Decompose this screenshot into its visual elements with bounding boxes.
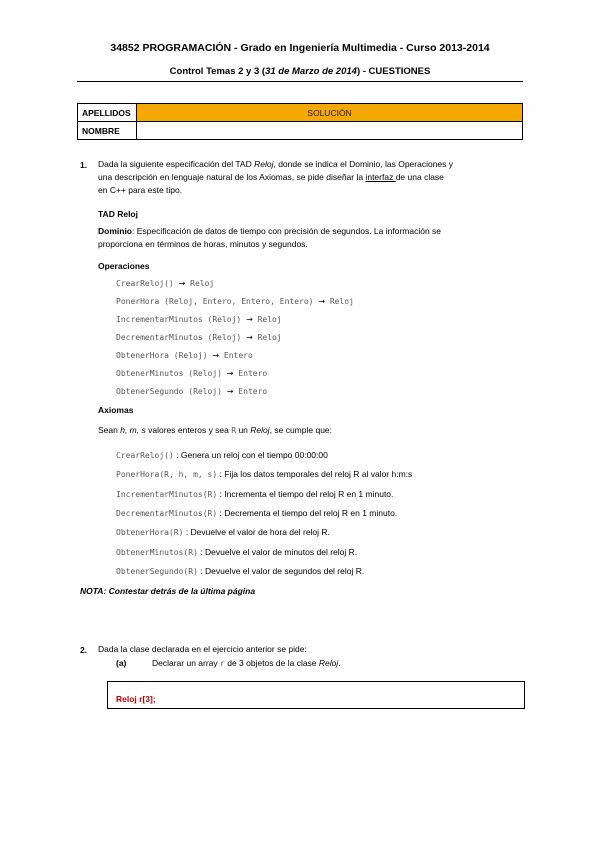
- operation-row: [116, 315, 282, 324]
- operation-signature: CrearReloj(): [116, 279, 174, 288]
- arrow-right-icon: →: [246, 333, 253, 342]
- apellidos-field[interactable]: SOLUCIÓN: [137, 104, 523, 122]
- operation-return-type: Reloj: [257, 333, 282, 342]
- apellidos-label: APELLIDOS: [78, 104, 137, 122]
- axiom-code: IncrementarMinutos(R): [116, 489, 218, 499]
- operation-row: [116, 279, 214, 288]
- q2-part-text-c: .: [338, 658, 341, 668]
- dominio-text-1: : Especificación de datos de tiempo con precisión de segundos. La información se: [132, 226, 442, 236]
- axiom-description: : Genera un reloj con el tiempo 00:00:00: [176, 450, 328, 460]
- question-2-number: 2.: [80, 645, 88, 655]
- question-2-text: Dada la clase declarada en el ejercicio anterior se pide:: [98, 644, 307, 654]
- axiom-row: [116, 547, 357, 557]
- tad-title: TAD Reloj: [98, 209, 138, 219]
- document-title: 34852 PROGRAMACIÓN - Grado en Ingeniería Multimedia - Curso 2013-2014: [110, 42, 490, 54]
- axiom-code: ObtenerHora(R): [116, 528, 184, 538]
- axiom-description: : Decrementa el tiempo del reloj R en 1 minuto.: [219, 507, 398, 518]
- nombre-label: NOMBRE: [78, 122, 137, 140]
- header-rule: [77, 81, 523, 82]
- operation-row: [116, 351, 253, 360]
- operation-row: [116, 387, 267, 396]
- operation-row: [116, 297, 354, 306]
- axiom-description: : Devuelve el valor de minutos del reloj R.: [200, 546, 358, 557]
- axiom-row: [116, 508, 397, 518]
- q1-line2-end: de una clase: [395, 172, 444, 182]
- q1-text-b: , donde se indica el Dominio, las Operaciones y: [273, 159, 454, 169]
- document-subtitle: [0, 66, 600, 77]
- q2-part-text-b: de 3 objetos de la clase: [224, 658, 319, 668]
- axiom-code: CrearReloj(): [116, 451, 174, 460]
- operation-signature: IncrementarMinutos (Reloj): [116, 315, 242, 324]
- axiom-code: ObtenerSegundo(R): [116, 566, 198, 576]
- axiom-description: : Incrementa el tiempo del reloj R en 1 minuto.: [219, 488, 394, 499]
- axiom-code: ObtenerMinutos(R): [116, 547, 198, 557]
- operaciones-title: Operaciones: [98, 261, 150, 271]
- axiom-description: : Devuelve el valor de segundos del reloj R.: [200, 565, 365, 576]
- axiomas-title: Axiomas: [98, 405, 134, 415]
- arrow-right-icon: →: [226, 387, 234, 396]
- question-1-text: [98, 158, 523, 197]
- dominio-text-2: proporciona en términos de horas, minutos y segundos.: [98, 239, 308, 249]
- arrow-right-icon: →: [178, 279, 186, 288]
- operation-signature: ObtenerSegundo (Reloj): [116, 387, 222, 396]
- question-1-number: 1.: [80, 160, 88, 170]
- operation-return-type: Reloj: [190, 279, 215, 288]
- subtitle-suffix: ) - CUESTIONES: [356, 66, 431, 77]
- operation-return-type: Reloj: [257, 315, 282, 324]
- axiom-row: [116, 450, 328, 460]
- arrow-right-icon: →: [212, 351, 220, 360]
- operation-return-type: Entero: [238, 387, 268, 396]
- operation-signature: ObtenerHora (Reloj): [116, 351, 208, 360]
- q1-line3: en C++ para este tipo.: [98, 185, 183, 195]
- arrow-right-icon: →: [318, 297, 326, 306]
- axiomas-intro-a: Sean: [98, 425, 121, 435]
- dominio-label: Dominio: [98, 226, 132, 236]
- axiom-row: [116, 527, 330, 537]
- axiom-code: PonerHora(R, h, m, s): [116, 470, 218, 480]
- operation-signature: ObtenerMinutos (Reloj): [116, 369, 222, 378]
- subtitle-date: 31 de Marzo de 2014: [265, 66, 357, 77]
- q1-reloj: Reloj: [254, 159, 274, 169]
- question-2-part-label: (a): [116, 658, 127, 668]
- operation-return-type: Entero: [223, 351, 253, 360]
- operation-row: [116, 333, 282, 342]
- answer-box[interactable]: [107, 681, 525, 709]
- axiomas-intro-r: R: [231, 426, 237, 435]
- axiomas-intro-b: valores enteros y sea: [145, 425, 232, 435]
- q1-text-a: Dada la siguiente especificación del TAD: [98, 159, 255, 169]
- subtitle-prefix: Control Temas 2 y 3 (: [169, 66, 266, 77]
- axiomas-intro: [98, 424, 332, 437]
- arrow-right-icon: →: [226, 369, 234, 378]
- q2-part-text-a: Declarar un array: [152, 658, 221, 668]
- nota-label: NOTA: [80, 586, 104, 596]
- q1-interfaz: interfaz: [365, 172, 396, 182]
- operation-signature: PonerHora (Reloj, Entero, Entero, Entero): [116, 297, 314, 306]
- q1-line2: una descripción en lenguaje natural de los Axiomas, se pide diseñar la: [98, 172, 366, 182]
- nota-text: : Contestar detrás de la última página: [103, 586, 256, 596]
- operation-return-type: Reloj: [329, 297, 354, 306]
- axiomas-intro-reloj: Reloj: [250, 425, 270, 435]
- operation-return-type: Entero: [238, 369, 268, 378]
- operation-signature: DecrementarMinutos (Reloj): [116, 333, 242, 342]
- axiomas-intro-c: un: [236, 425, 251, 435]
- nota: [80, 586, 255, 596]
- axiomas-intro-d: , se cumple que:: [269, 425, 333, 435]
- axiom-row: [116, 566, 364, 576]
- question-2-part-text: [152, 657, 341, 670]
- axiom-code: DecrementarMinutos(R): [116, 508, 218, 518]
- dominio-block: [98, 225, 523, 251]
- axiom-row: [116, 469, 412, 479]
- operation-row: [116, 369, 267, 378]
- nombre-field[interactable]: [137, 122, 523, 140]
- student-ident-table: [77, 103, 523, 140]
- q2-part-class: Reloj: [318, 658, 339, 668]
- axiom-description: : Devuelve el valor de hora del reloj R.: [185, 527, 330, 538]
- arrow-right-icon: →: [246, 315, 253, 324]
- axiomas-intro-vars: h, m, s: [120, 425, 146, 435]
- axiom-row: [116, 489, 393, 499]
- answer-code: Reloj r[3];: [116, 694, 156, 704]
- axiom-description: : Fija los datos temporales del reloj R al valor h:m:s: [219, 469, 413, 480]
- q2-part-code: r: [220, 659, 225, 668]
